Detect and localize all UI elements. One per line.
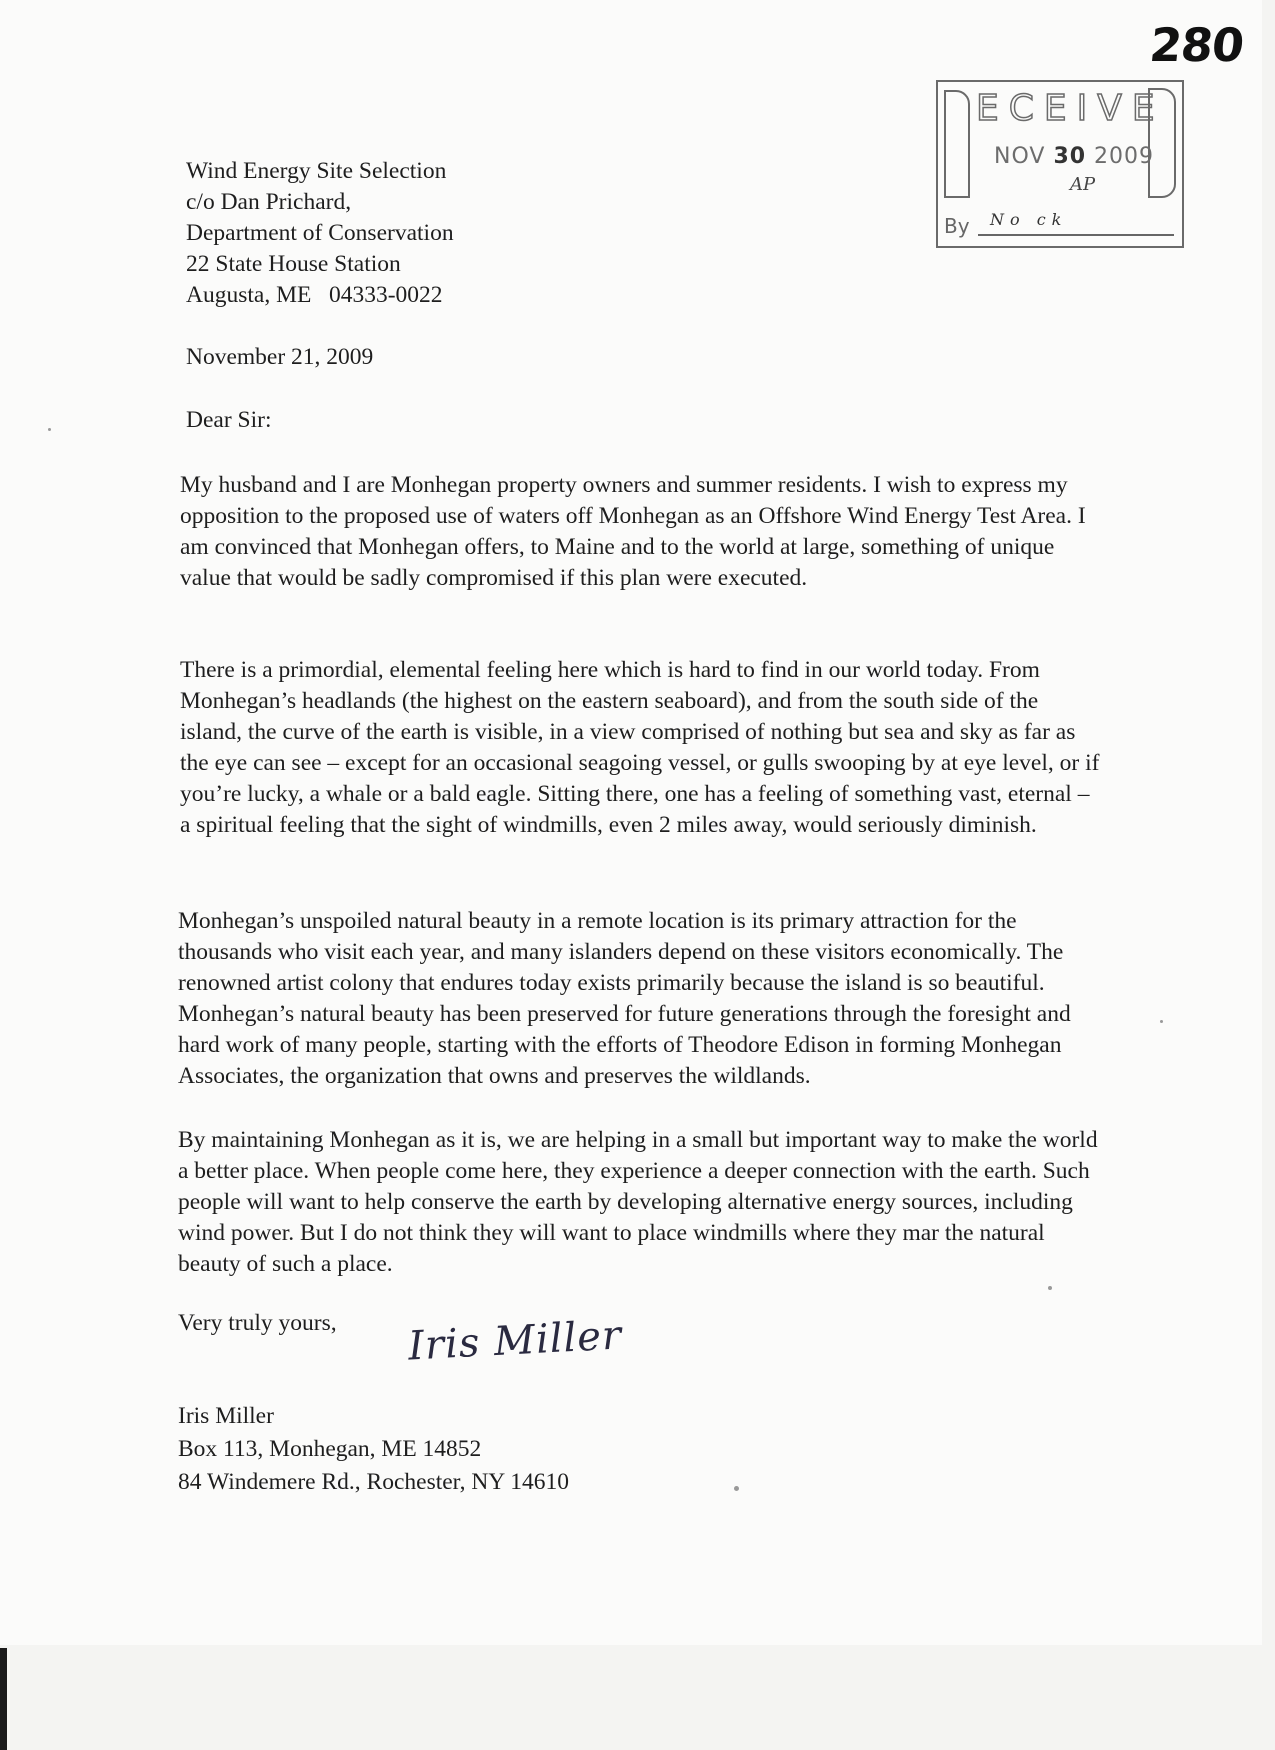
signer-address: 84 Windemere Rd., Rochester, NY 14610 xyxy=(178,1469,570,1495)
closing: Very truly yours, xyxy=(178,1310,337,1336)
stamp-by-label: By xyxy=(944,214,970,238)
stamp-date: NOV 30 2009 xyxy=(994,144,1155,169)
stamp-initials: AP xyxy=(1070,174,1096,195)
body-paragraph: By maintaining Monhegan as it is, we are helping in a small but important way to make the world a better place. When people come here, they experience a deeper connection with the earth. Such people will want to help conserve the earth by developing alternative energy sources, including wind power. But I do not think they will want to place windmills where they mar the natural beauty of such a place. xyxy=(178,1127,1098,1277)
scan-speck xyxy=(48,428,51,431)
stamp-by-handwritten: No ck xyxy=(990,210,1068,229)
address-line: Augusta, ME 04333-0022 xyxy=(186,282,443,308)
salutation: Dear Sir: xyxy=(186,407,272,433)
body-paragraph: My husband and I are Monhegan property owners and summer residents. I wish to express my opposition to the proposed use of waters off Monhegan as an Offshore Wind Energy Test Area. I am convinced that Monhegan offers, to Maine and to the world at large, something of unique value that would be sadly compromised if this plan were executed. xyxy=(180,472,1086,591)
stamp-received-text: ECEIVE xyxy=(976,88,1165,129)
stamp-letter-r-frame xyxy=(944,90,970,198)
address-line: Wind Energy Site Selection xyxy=(186,158,447,184)
page-number: 280 xyxy=(1147,18,1246,72)
handwritten-signature: Iris Miller xyxy=(406,1312,624,1370)
received-stamp xyxy=(936,80,1184,248)
scan-edge xyxy=(0,1648,7,1750)
address-line: 22 State House Station xyxy=(186,251,401,277)
address-line: c/o Dan Prichard, xyxy=(186,189,352,215)
signer-address: Box 113, Monhegan, ME 14852 xyxy=(178,1436,482,1462)
recipient-address xyxy=(186,156,454,311)
signature-block xyxy=(178,1400,569,1499)
stamp-by-line xyxy=(978,234,1174,236)
body-paragraph: There is a primordial, elemental feeling here which is hard to find in our world today. From Monhegan’s headlands (the highest on the eastern seaboard), and from the south side of the island, the curve of the earth is visible, in a view comprised of nothing but sea and sky as far as the eye can see – except for an occasional seagoing vessel, or gulls swooping by at eye level, or if you’re lucky, a whale or a bald eagle. Sitting there, one has a feeling of something vast, eternal – a spiritual feeling that the sight of windmills, even 2 miles away, would seriously diminish. xyxy=(180,657,1100,838)
signer-name: Iris Miller xyxy=(178,1403,274,1429)
scan-speck xyxy=(1048,1286,1052,1290)
stamp-letter-d-frame xyxy=(1148,88,1176,198)
body-paragraph: Monhegan’s unspoiled natural beauty in a remote location is its primary attraction for the thousands who visit each year, and many islanders depend on these visitors economically. The renowned artist colony that endures today exists primarily because the island is so beautiful. Monhegan’s natural beauty has been preserved for future generations through the foresight and hard work of many people, starting with the efforts of Theodore Edison in forming Monhegan Associates, the organization that owns and preserves the wildlands. xyxy=(178,908,1071,1089)
address-line: Department of Conservation xyxy=(186,220,454,246)
scan-speck xyxy=(1160,1020,1163,1023)
letter-date: November 21, 2009 xyxy=(186,344,374,370)
scan-speck xyxy=(734,1486,739,1491)
